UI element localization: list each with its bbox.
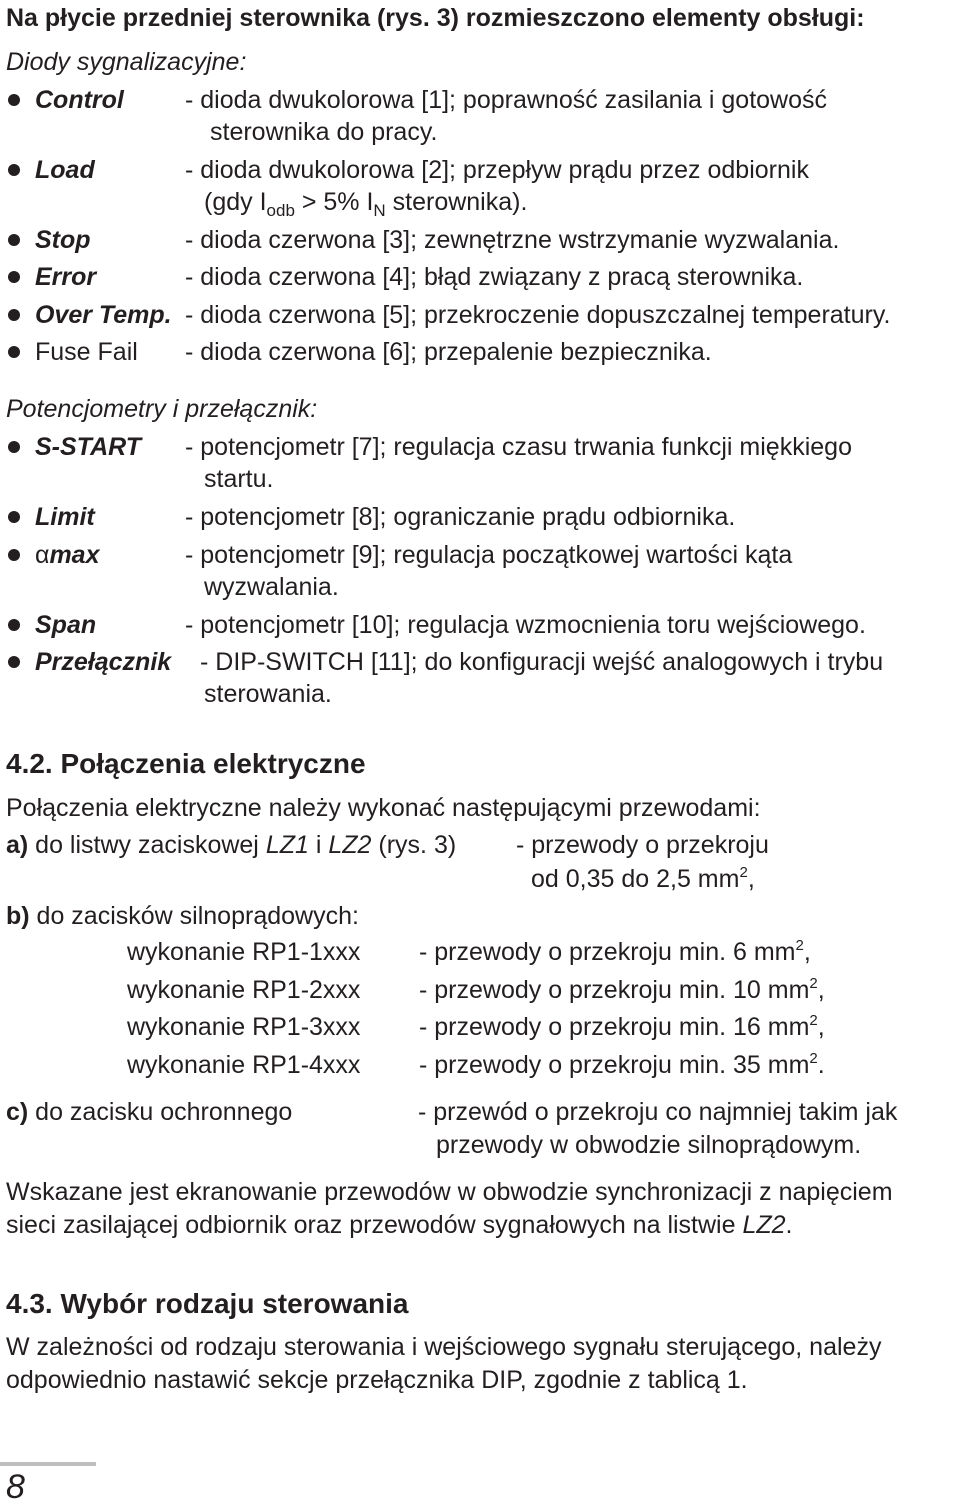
item-desc: - dioda dwukolorowa [2]; przepływ prądu przez odbiornik [185, 156, 809, 184]
bullet-icon [8, 94, 20, 106]
item-name: Control [35, 86, 124, 114]
section-4-3-line-1: W zależności od rodzaju sterowania i wejściowego sygnału sterującego, należy [6, 1333, 882, 1361]
bullet-icon [8, 234, 20, 246]
page-number: 8 [6, 1468, 25, 1506]
item-name: Fuse Fail [35, 338, 138, 366]
item-c-left: c) do zacisku ochronnego [6, 1098, 293, 1126]
item-desc: - potencjometr [9]; regulacja początkowej wartości kąta [185, 541, 793, 569]
item-desc: - potencjometr [7]; regulacja czasu trwania funkcji miękkiego [185, 433, 852, 461]
item-a-left: a) do listwy zaciskowej LZ1 i LZ2 (rys. 3) [6, 831, 457, 859]
rp-variant-cable: - przewody o przekroju min. 16 $mm^2$, [419, 1012, 825, 1041]
bullet-icon [8, 619, 20, 631]
section-4-2-title: 4.2. Połączenia elektryczne [6, 748, 366, 779]
item-name: Over Temp. [35, 301, 172, 329]
rp-variant-label: wykonanie RP1-1xxx [127, 938, 361, 966]
intro-heading: Na płycie przedniej sterownika (rys. 3) rozmieszczono elementy obsługi: [6, 4, 865, 32]
item-name: Load [35, 156, 95, 184]
bullet-icon [8, 164, 20, 176]
item-desc: - dioda czerwona [4]; błąd związany z pracą sterownika. [185, 263, 804, 291]
item-a-right: - przewody o przekroju [516, 831, 769, 859]
bullet-icon [8, 656, 20, 668]
bullet-icon [8, 271, 20, 283]
section-4-2-intro: Połączenia elektryczne należy wykonać następującymi przewodami: [6, 794, 761, 822]
note-line-1: Wskazane jest ekranowanie przewodów w obwodzie synchronizacji z napięciem [6, 1178, 893, 1206]
note-line-2: sieci zasilającej odbiornik oraz przewodów sygnałowych na listwie LZ2. [6, 1211, 793, 1239]
item-desc: - dioda czerwona [5]; przekroczenie dopuszczalnej temperatury. [185, 301, 891, 329]
bullet-icon [8, 511, 20, 523]
diodes-section-title: Diody sygnalizacyjne: [6, 48, 247, 76]
rp-variant-label: wykonanie RP1-4xxx [127, 1051, 361, 1079]
item-desc: - potencjometr [10]; regulacja wzmocnienia toru wejściowego. [185, 611, 866, 639]
rp-variant-cable: - przewody o przekroju min. 10 $mm^2$, [419, 975, 825, 1004]
item-c-right: - przewód o przekroju co najmniej takim jak [418, 1098, 898, 1126]
bullet-icon [8, 309, 20, 321]
section-4-3-title: 4.3. Wybór rodzaju sterowania [6, 1288, 409, 1319]
item-desc-cont: wyzwalania. [204, 573, 339, 601]
item-name: αmax [35, 541, 100, 569]
item-desc-cont: sterowania. [204, 680, 332, 708]
item-name: Przełącznik [35, 648, 172, 676]
alpha-symbol: α [35, 541, 50, 569]
item-name: Span [35, 611, 97, 639]
item-c-right-cont: przewody w obwodzie silnoprądowym. [436, 1131, 862, 1159]
bullet-icon [8, 441, 20, 453]
item-name: Limit [35, 503, 95, 531]
rp-variant-cable: - przewody o przekroju min. 35 $mm^2$. [419, 1050, 825, 1079]
pots-section-title: Potencjometry i przełącznik: [6, 395, 318, 423]
item-desc: - dioda czerwona [3]; zewnętrzne wstrzymanie wyzwalania. [185, 226, 840, 254]
item-desc-cont: startu. [204, 465, 274, 493]
item-desc-cont: sterownika do pracy. [210, 118, 438, 146]
footer-rule [0, 1462, 96, 1466]
item-desc: - dioda czerwona [6]; przepalenie bezpiecznika. [185, 338, 712, 366]
item-desc: - dioda dwukolorowa [1]; poprawność zasilania i gotowość [185, 86, 828, 114]
rp-variant-label: wykonanie RP1-3xxx [127, 1013, 361, 1041]
item-desc-cont: (gdy $I_{odb} > 5\%$ $I_N$ sterownika). [204, 188, 528, 220]
item-name: S-START [35, 433, 142, 461]
item-name: Error [35, 263, 97, 291]
item-b: b) do zacisków silnoprądowych: [6, 902, 359, 930]
rp-variant-label: wykonanie RP1-2xxx [127, 976, 361, 1004]
bullet-icon [8, 549, 20, 561]
item-desc: - DIP-SWITCH [11]; do konfiguracji wejść analogowych i trybu [200, 648, 884, 676]
item-desc: - potencjometr [8]; ograniczanie prądu odbiornika. [185, 503, 736, 531]
item-a-right-cont: od 0,35 do 2,5 $mm^2$, [531, 864, 755, 893]
section-4-3-line-2: odpowiednio nastawić sekcje przełącznika DIP, zgodnie z tablicą 1. [6, 1366, 748, 1394]
item-name: Stop [35, 226, 91, 254]
bullet-icon [8, 346, 20, 358]
rp-variant-cable: - przewody o przekroju min. 6 $mm^2$, [419, 937, 811, 966]
